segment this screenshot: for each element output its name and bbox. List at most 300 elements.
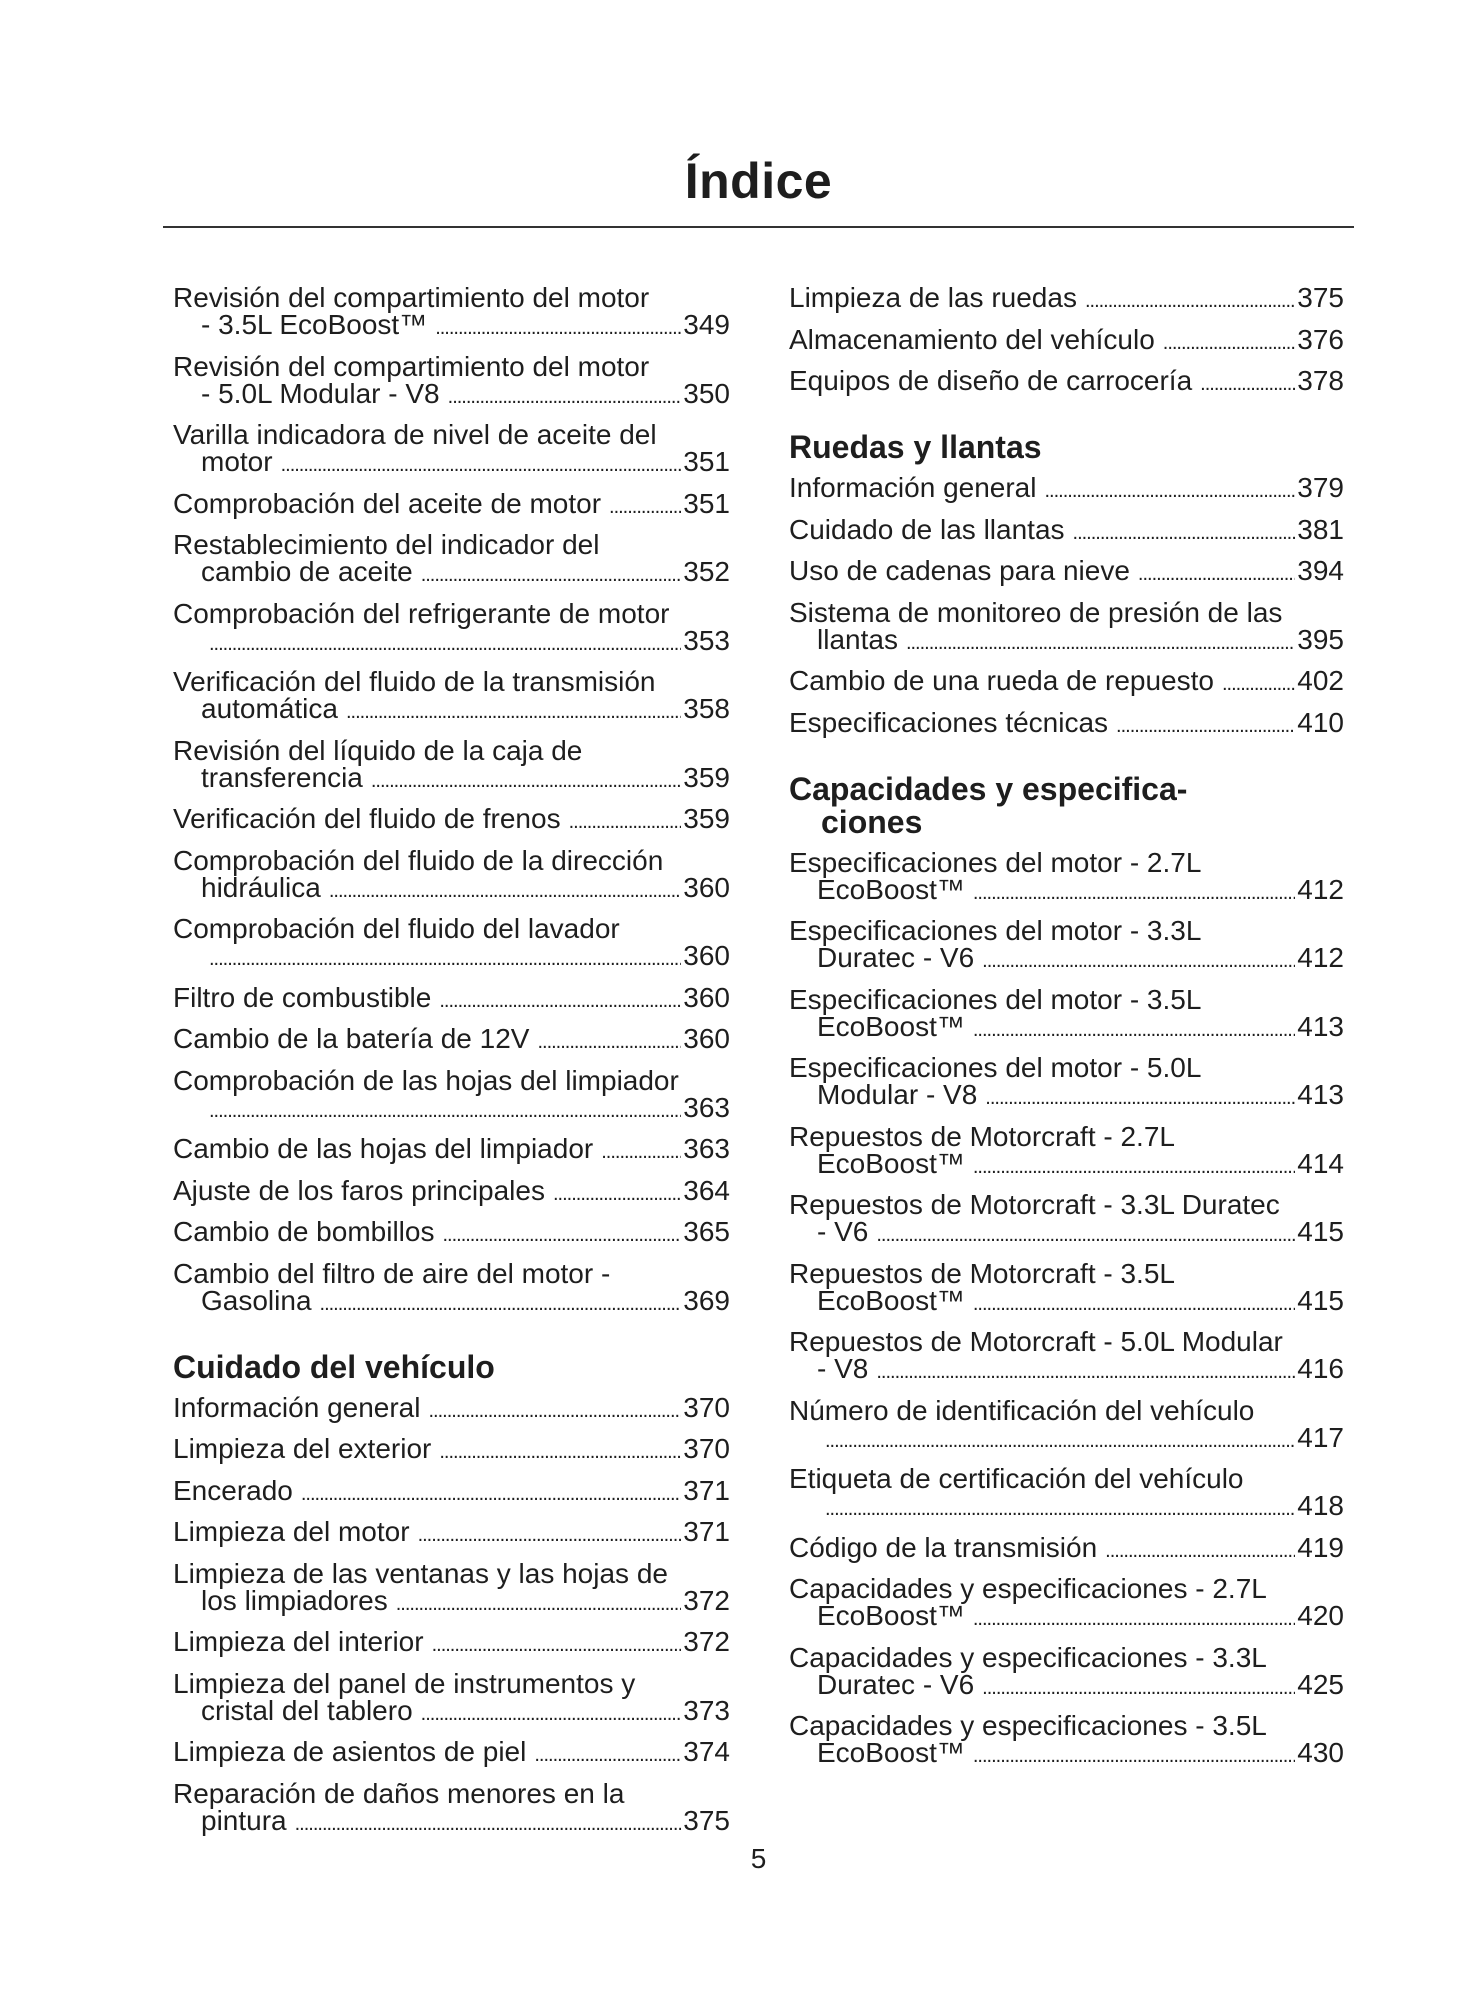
- entry-title: Comprobación de las hojas del limpiador: [173, 1064, 679, 1096]
- dot-leader: [421, 562, 682, 589]
- entry-title-continuation: cambio de aceite: [201, 556, 413, 587]
- entry-page-number[interactable]: 375: [1297, 282, 1344, 313]
- dot-leader: [985, 1085, 1295, 1112]
- entry-title: Código de la transmisión: [789, 1531, 1098, 1563]
- entry-page-number[interactable]: 375: [683, 1804, 730, 1836]
- section-heading: [789, 431, 1344, 464]
- entry-line: [789, 1739, 1344, 1770]
- entry-line: [173, 1064, 730, 1096]
- index-entry[interactable]: [173, 1474, 730, 1508]
- entry-line: [173, 1667, 730, 1699]
- entry-line: [789, 1081, 1344, 1112]
- entry-page-number[interactable]: 364: [683, 1174, 730, 1206]
- entry-line: [789, 1147, 1344, 1181]
- index-entry[interactable]: [789, 1531, 1344, 1565]
- entry-page-number[interactable]: 370: [683, 1433, 730, 1464]
- dot-leader: [295, 1811, 682, 1838]
- entry-title: Limpieza de asientos de piel: [173, 1736, 527, 1767]
- index-column-right: [789, 284, 1344, 1781]
- index-entry[interactable]: [789, 557, 1344, 588]
- entry-line: [789, 1054, 1344, 1081]
- index-entry[interactable]: [173, 531, 730, 589]
- entry-title: Capacidades y especificaciones - 2.7L: [789, 1573, 1267, 1604]
- entry-title: Encerado: [173, 1474, 293, 1506]
- dot-leader: [209, 946, 681, 973]
- entry-title: Repuestos de Motorcraft - 3.5L: [789, 1257, 1175, 1289]
- entry-line: [173, 1218, 730, 1249]
- index-entry[interactable]: [173, 1435, 730, 1466]
- entry-line: [789, 983, 1344, 1015]
- entry-title-continuation: EcoBoost™: [817, 1284, 965, 1316]
- entry-page-number[interactable]: 369: [683, 1284, 730, 1316]
- index-entry[interactable]: [173, 1257, 730, 1318]
- entry-page-number[interactable]: 415: [1297, 1284, 1344, 1316]
- entry-page-number[interactable]: 360: [683, 1023, 730, 1054]
- entry-line: [173, 1091, 730, 1125]
- entry-title-continuation: - V6: [817, 1216, 869, 1247]
- entry-line: [173, 1518, 730, 1549]
- entry-line: [173, 1694, 730, 1728]
- section-heading-text: Ruedas y llantas: [789, 429, 1042, 465]
- entry-title: Cambio de una rueda de repuesto: [789, 665, 1214, 696]
- entry-line: [789, 1010, 1344, 1044]
- dot-leader: [329, 878, 681, 905]
- entry-line: [789, 367, 1344, 398]
- index-entry[interactable]: [173, 1135, 730, 1166]
- entry-title: Sistema de monitoreo de presión de las: [789, 596, 1283, 628]
- entry-line: [789, 667, 1344, 698]
- entry-line: [789, 623, 1344, 657]
- entry-line: [789, 596, 1344, 628]
- entry-title: Limpieza del panel de instrumentos y: [173, 1667, 636, 1699]
- entry-page-number[interactable]: 372: [683, 1626, 730, 1657]
- entry-page-number[interactable]: 412: [1297, 942, 1344, 973]
- dot-leader: [973, 1743, 1295, 1770]
- dot-leader: [396, 1591, 682, 1618]
- entry-page-number[interactable]: 353: [683, 624, 730, 656]
- dot-leader: [209, 631, 681, 658]
- entry-title: Información general: [789, 472, 1037, 503]
- index-entry[interactable]: [173, 487, 730, 521]
- index-entry[interactable]: [173, 1518, 730, 1549]
- entry-title: Cuidado de las llantas: [789, 513, 1065, 545]
- entry-title: Restablecimiento del indicador del: [173, 529, 600, 560]
- index-entry[interactable]: [173, 1777, 730, 1838]
- index-entry[interactable]: [173, 805, 730, 836]
- entry-title-continuation: EcoBoost™: [817, 1737, 965, 1768]
- entry-line: [173, 1584, 730, 1618]
- entry-title: Revisión del líquido de la caja de: [173, 734, 583, 766]
- entry-line: [173, 531, 730, 558]
- dot-leader: [973, 1154, 1295, 1181]
- entry-page-number[interactable]: 370: [683, 1391, 730, 1423]
- dot-leader: [569, 809, 682, 836]
- entry-line: [173, 1557, 730, 1589]
- section-heading: [173, 1348, 730, 1385]
- entry-title-continuation: transferencia: [201, 761, 363, 793]
- entry-line: [173, 1777, 730, 1809]
- dot-leader: [601, 1139, 681, 1166]
- entry-title: Especificaciones técnicas: [789, 706, 1109, 738]
- entry-title-continuation: los limpiadores: [201, 1584, 388, 1616]
- entry-page-number[interactable]: 376: [1297, 323, 1344, 355]
- entry-page-number[interactable]: 413: [1297, 1010, 1344, 1042]
- entry-line: [173, 448, 730, 479]
- entry-title-continuation: hidráulica: [201, 871, 321, 903]
- entry-page-number[interactable]: 363: [683, 1133, 730, 1164]
- index-entry[interactable]: [789, 846, 1344, 907]
- entry-title-continuation: Duratec - V6: [817, 1668, 975, 1700]
- index-entry[interactable]: [789, 1465, 1344, 1523]
- entry-title: Limpieza del interior: [173, 1626, 424, 1657]
- index-entry[interactable]: [789, 1712, 1344, 1770]
- index-entry[interactable]: [173, 981, 730, 1015]
- entry-page-number[interactable]: 416: [1297, 1353, 1344, 1384]
- entry-line: [173, 350, 730, 382]
- entry-line: [173, 1135, 730, 1166]
- entry-title: Número de identificación del vehículo: [789, 1394, 1255, 1426]
- entry-line: [173, 1174, 730, 1208]
- entry-title-continuation: - 3.5L EcoBoost™: [201, 309, 428, 340]
- entry-title-continuation: EcoBoost™: [817, 1600, 965, 1631]
- dot-leader: [982, 948, 1295, 975]
- entry-title: Comprobación del aceite de motor: [173, 487, 602, 519]
- dot-leader: [442, 1222, 681, 1249]
- index-entry[interactable]: [173, 350, 730, 411]
- entry-line: [173, 624, 730, 658]
- entry-line: [789, 1257, 1344, 1289]
- entry-line: [173, 844, 730, 876]
- index-entry[interactable]: [789, 1054, 1344, 1112]
- dot-leader: [435, 315, 681, 342]
- entry-title: Especificaciones del motor - 2.7L: [789, 846, 1202, 878]
- index-entry[interactable]: [173, 597, 730, 658]
- entry-line: [789, 284, 1344, 315]
- entry-line: [789, 1328, 1344, 1355]
- entry-line: [789, 1284, 1344, 1318]
- entry-line: [789, 1120, 1344, 1152]
- entry-line: [789, 1531, 1344, 1565]
- dot-leader: [876, 1222, 1295, 1249]
- section-heading-continuation: ciones: [821, 803, 923, 840]
- entry-line: [173, 1474, 730, 1508]
- section-heading: [789, 770, 1344, 840]
- entry-line: [789, 474, 1344, 505]
- entry-title-continuation: - V8: [817, 1353, 869, 1384]
- dot-leader: [432, 1632, 682, 1659]
- index-entry[interactable]: [173, 284, 730, 342]
- index-entry[interactable]: [789, 1641, 1344, 1702]
- entry-line: [173, 1025, 730, 1056]
- index-entry[interactable]: [173, 1025, 730, 1056]
- entry-title: Revisión del compartimiento del motor: [173, 350, 650, 382]
- entry-page-number[interactable]: 373: [683, 1694, 730, 1726]
- entry-line: [789, 917, 1344, 944]
- entry-line: [789, 1641, 1344, 1673]
- dot-leader: [537, 1029, 681, 1056]
- entry-line: [789, 1492, 1344, 1523]
- entry-line: [173, 761, 730, 795]
- index-entry[interactable]: [173, 1391, 730, 1425]
- index-entry[interactable]: [789, 474, 1344, 505]
- entry-line: [789, 846, 1344, 878]
- entry-line: [789, 1218, 1344, 1249]
- dot-leader: [1222, 671, 1295, 698]
- dot-leader: [973, 1291, 1295, 1318]
- entry-page-number[interactable]: 419: [1297, 1531, 1344, 1563]
- entry-line: [789, 1575, 1344, 1602]
- entry-line: [173, 1804, 730, 1838]
- entry-line: [789, 513, 1344, 547]
- dot-leader: [1105, 1538, 1295, 1565]
- entry-title: Etiqueta de certificación del vehículo: [789, 1463, 1244, 1494]
- index-entry[interactable]: [789, 983, 1344, 1044]
- dot-leader: [1116, 713, 1295, 740]
- entry-title: Capacidades y especificaciones - 3.3L: [789, 1641, 1267, 1673]
- entry-line: [173, 1391, 730, 1425]
- entry-line: [173, 597, 730, 629]
- dot-leader: [906, 630, 1295, 657]
- index-entry[interactable]: [789, 1257, 1344, 1318]
- page-number: 5: [750, 1843, 767, 1874]
- entry-line: [173, 377, 730, 411]
- dot-leader: [973, 880, 1295, 907]
- entry-page-number[interactable]: 418: [1297, 1490, 1344, 1521]
- entry-title: Comprobación del fluido del lavador: [173, 913, 620, 944]
- entry-page-number[interactable]: 372: [683, 1584, 730, 1616]
- dot-leader: [973, 1017, 1295, 1044]
- entry-title-continuation: cristal del tablero: [201, 1694, 413, 1726]
- entry-page-number[interactable]: 371: [683, 1474, 730, 1506]
- entry-page-number[interactable]: 402: [1297, 665, 1344, 696]
- entry-page-number[interactable]: 358: [683, 693, 730, 724]
- entry-title: Limpieza del motor: [173, 1516, 410, 1547]
- entry-line: [789, 1602, 1344, 1633]
- index-entry[interactable]: [173, 734, 730, 795]
- entry-line: [173, 1257, 730, 1289]
- entry-line: [789, 1712, 1344, 1739]
- entry-title: Especificaciones del motor - 5.0L: [789, 1052, 1202, 1083]
- dot-leader: [346, 699, 681, 726]
- entry-line: [173, 668, 730, 695]
- entry-page-number[interactable]: 414: [1297, 1147, 1344, 1179]
- index-entry[interactable]: [789, 706, 1344, 740]
- index-entry[interactable]: [173, 915, 730, 973]
- entry-line: [789, 1668, 1344, 1702]
- entry-line: [789, 323, 1344, 357]
- entry-title: Comprobación del refrigerante de motor: [173, 597, 670, 629]
- entry-title: Reparación de daños menores en la: [173, 1777, 625, 1809]
- entry-page-number[interactable]: 381: [1297, 513, 1344, 545]
- entry-line: [173, 695, 730, 726]
- entry-page-number[interactable]: 410: [1297, 706, 1344, 738]
- entry-title: Cambio del filtro de aire del motor -: [173, 1257, 611, 1289]
- entry-title-continuation: Duratec - V6: [817, 942, 975, 973]
- index-entry[interactable]: [789, 917, 1344, 975]
- index-entry[interactable]: [173, 1738, 730, 1769]
- entry-page-number[interactable]: 420: [1297, 1600, 1344, 1631]
- entry-line: [789, 1465, 1344, 1492]
- entry-title: Equipos de diseño de carrocería: [789, 365, 1193, 396]
- entry-page-number[interactable]: 359: [683, 761, 730, 793]
- dot-leader: [609, 494, 681, 521]
- entry-line: [173, 1738, 730, 1769]
- entry-page-number[interactable]: 359: [683, 803, 730, 834]
- index-entry[interactable]: [173, 1064, 730, 1125]
- title-divider: [163, 226, 1354, 228]
- entry-line: [789, 1394, 1344, 1426]
- entry-page-number[interactable]: 352: [683, 556, 730, 587]
- dot-leader: [209, 1098, 681, 1125]
- entry-title: Limpieza de las ruedas: [789, 282, 1077, 313]
- index-entry[interactable]: [173, 1557, 730, 1618]
- entry-line: [173, 311, 730, 342]
- entry-title-continuation: llantas: [817, 623, 898, 655]
- section-heading-text: Capacidades y especifica-: [789, 770, 1188, 807]
- entry-line: [173, 421, 730, 448]
- entry-page-number[interactable]: 360: [683, 940, 730, 971]
- entry-line: [173, 558, 730, 589]
- dot-leader: [448, 384, 682, 411]
- entry-title: Repuestos de Motorcraft - 5.0L Modular: [789, 1326, 1283, 1357]
- entry-page-number[interactable]: 351: [683, 487, 730, 519]
- entry-line: [173, 805, 730, 836]
- entry-title-continuation: - 5.0L Modular - V8: [201, 377, 440, 409]
- entry-page-number[interactable]: 430: [1297, 1737, 1344, 1768]
- section-heading-text: Cuidado del vehículo: [173, 1348, 495, 1385]
- index-entry[interactable]: [789, 367, 1344, 398]
- entry-line: [173, 915, 730, 942]
- entry-line: [173, 487, 730, 521]
- entry-page-number[interactable]: 394: [1297, 555, 1344, 586]
- dot-leader: [1138, 561, 1295, 588]
- dot-leader: [428, 1398, 681, 1425]
- entry-page-number[interactable]: 360: [683, 871, 730, 903]
- dot-leader: [876, 1359, 1295, 1386]
- entry-line: [789, 1191, 1344, 1218]
- entry-line: [173, 284, 730, 311]
- entry-page-number[interactable]: 360: [683, 981, 730, 1013]
- entry-page-number[interactable]: 349: [683, 309, 730, 340]
- entry-title: Especificaciones del motor - 3.5L: [789, 983, 1202, 1015]
- entry-line: [173, 734, 730, 766]
- entry-title: Almacenamiento del vehículo: [789, 323, 1155, 355]
- dot-leader: [421, 1701, 682, 1728]
- index-entry[interactable]: [173, 668, 730, 726]
- entry-title: Limpieza del exterior: [173, 1433, 432, 1464]
- entry-title-continuation: EcoBoost™: [817, 873, 965, 905]
- entry-title-continuation: Modular - V8: [817, 1079, 978, 1110]
- dot-leader: [281, 452, 682, 479]
- dot-leader: [534, 1742, 681, 1769]
- entry-page-number[interactable]: 350: [683, 377, 730, 409]
- dot-leader: [1085, 288, 1295, 315]
- entry-line: [173, 981, 730, 1015]
- entry-line: [789, 557, 1344, 588]
- entry-page-number[interactable]: 415: [1297, 1216, 1344, 1247]
- index-entry[interactable]: [789, 284, 1344, 315]
- index-entry[interactable]: [173, 1628, 730, 1659]
- entry-line: [789, 873, 1344, 907]
- dot-leader: [1044, 478, 1295, 505]
- index-entry[interactable]: [173, 1218, 730, 1249]
- entry-page-number[interactable]: 351: [683, 446, 730, 477]
- entry-line: [173, 1435, 730, 1466]
- entry-page-number[interactable]: 363: [683, 1091, 730, 1123]
- dot-leader: [553, 1181, 681, 1208]
- entry-title: Repuestos de Motorcraft - 3.3L Duratec: [789, 1189, 1280, 1220]
- entry-title: Verificación del fluido de la transmisión: [173, 666, 656, 697]
- entry-title: Cambio de bombillos: [173, 1216, 435, 1247]
- entry-title: Información general: [173, 1391, 421, 1423]
- entry-title-continuation: EcoBoost™: [817, 1147, 965, 1179]
- entry-line: [789, 1421, 1344, 1455]
- entry-title-continuation: pintura: [201, 1804, 287, 1836]
- entry-title-continuation: EcoBoost™: [817, 1010, 965, 1042]
- dot-leader: [301, 1481, 681, 1508]
- entry-page-number[interactable]: 395: [1297, 623, 1344, 655]
- dot-leader: [418, 1522, 682, 1549]
- dot-leader: [371, 768, 681, 795]
- index-entry[interactable]: [173, 1174, 730, 1208]
- entry-page-number[interactable]: 425: [1297, 1668, 1344, 1700]
- dot-leader: [982, 1675, 1295, 1702]
- entry-line: [789, 944, 1344, 975]
- index-entry[interactable]: [789, 513, 1344, 547]
- entry-title: Revisión del compartimiento del motor: [173, 282, 650, 313]
- index-entry[interactable]: [789, 1120, 1344, 1181]
- entry-page-number[interactable]: 365: [683, 1216, 730, 1247]
- entry-page-number[interactable]: 371: [683, 1516, 730, 1547]
- entry-title: Especificaciones del motor - 3.3L: [789, 915, 1202, 946]
- dot-leader: [320, 1291, 682, 1318]
- index-entry[interactable]: [789, 667, 1344, 698]
- index-entry[interactable]: [789, 1328, 1344, 1386]
- entry-title: Uso de cadenas para nieve: [789, 555, 1130, 586]
- index-entry[interactable]: [173, 421, 730, 479]
- entry-line: [789, 1355, 1344, 1386]
- entry-line: [173, 1284, 730, 1318]
- index-entry[interactable]: [789, 1191, 1344, 1249]
- entry-title: Ajuste de los faros principales: [173, 1174, 545, 1206]
- entry-page-number[interactable]: 417: [1297, 1421, 1344, 1453]
- entry-title: Repuestos de Motorcraft - 2.7L: [789, 1120, 1175, 1152]
- index-entry[interactable]: [789, 1394, 1344, 1455]
- entry-title-continuation: Gasolina: [201, 1284, 312, 1316]
- index-entry[interactable]: [173, 1667, 730, 1728]
- entry-title-continuation: motor: [201, 446, 273, 477]
- index-entry[interactable]: [789, 323, 1344, 357]
- entry-title: Varilla indicadora de nivel de aceite del: [173, 419, 657, 450]
- entry-title: Cambio de la batería de 12V: [173, 1023, 530, 1054]
- entry-line: [173, 1628, 730, 1659]
- entry-title: Verificación del fluido de frenos: [173, 803, 561, 834]
- dot-leader: [1200, 371, 1295, 398]
- entry-title: Cambio de las hojas del limpiador: [173, 1133, 594, 1164]
- entry-page-number[interactable]: 378: [1297, 365, 1344, 396]
- entry-page-number[interactable]: 374: [683, 1736, 730, 1767]
- entry-page-number[interactable]: 413: [1297, 1079, 1344, 1110]
- index-entry[interactable]: [173, 844, 730, 905]
- entry-page-number[interactable]: 412: [1297, 873, 1344, 905]
- dot-leader: [825, 1496, 1295, 1523]
- entry-page-number[interactable]: 379: [1297, 472, 1344, 503]
- index-entry[interactable]: [789, 596, 1344, 657]
- entry-line: [173, 942, 730, 973]
- index-entry[interactable]: [789, 1575, 1344, 1633]
- page-title: Índice: [684, 153, 833, 209]
- index-column-left: [173, 284, 730, 1848]
